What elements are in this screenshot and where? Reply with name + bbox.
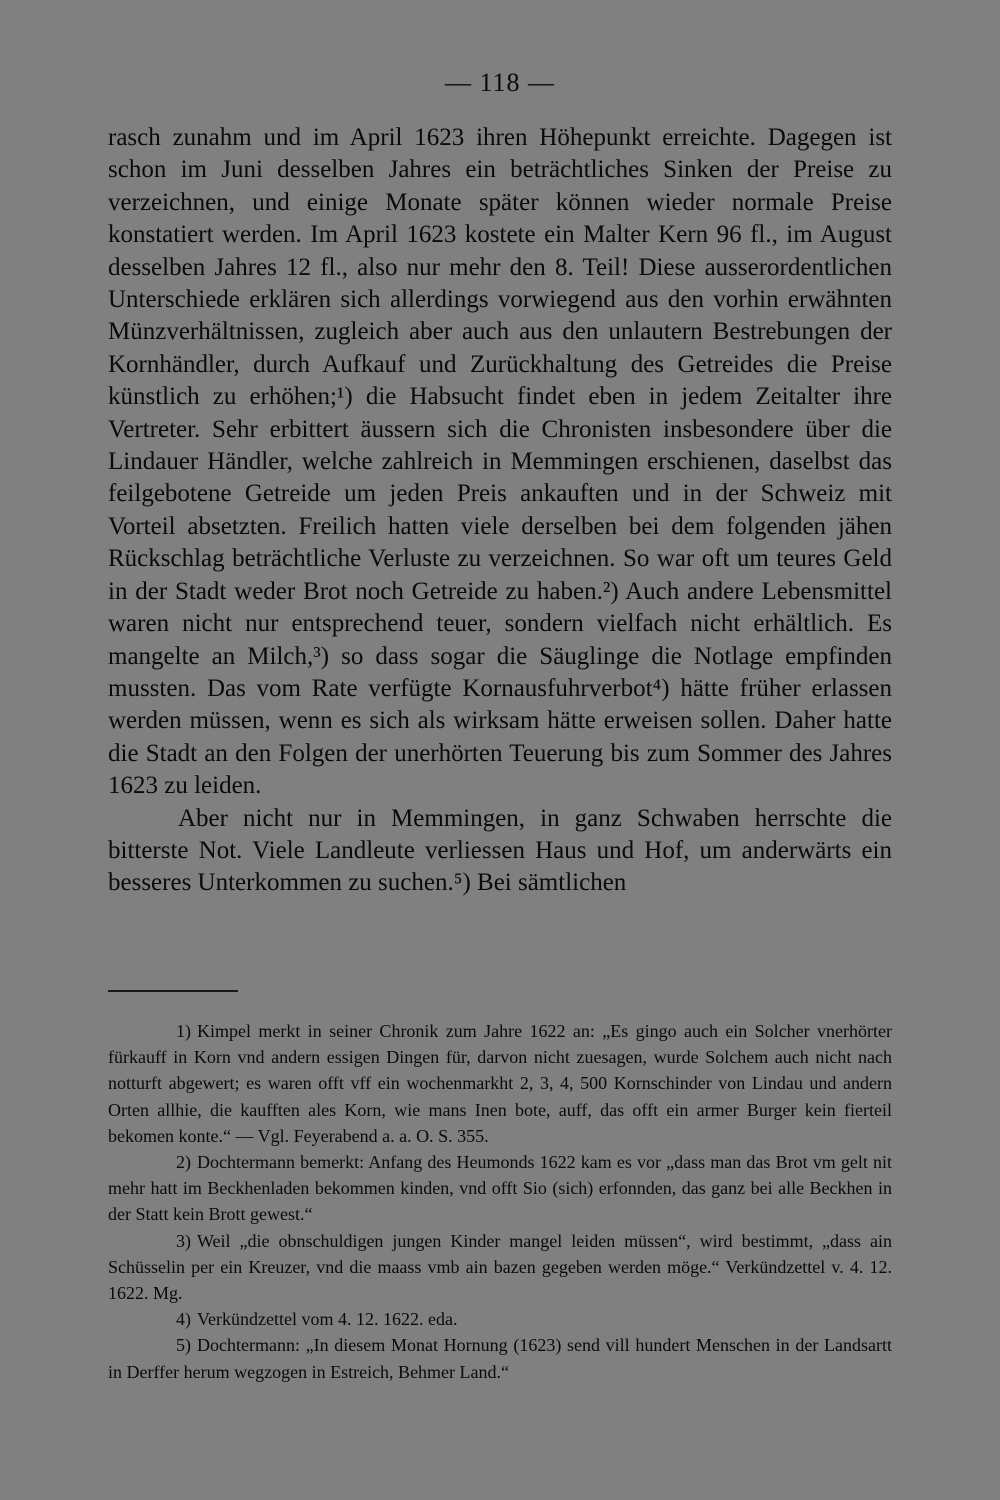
footnote: [108, 1228, 892, 1307]
footnote-text: Kimpel merkt in seiner Chronik zum Jahre 1622 an: „Es gingo auch ein Solcher vnerhörter fürkauff in Korn vnd andern essigen Dingen für, darvon nicht zuesagen, wurde Solchem auch nicht nach notturft abgewert; es waren offt vff ein wochenmarkht 2, 3, 4, 500 Kornschinder von Lindau und andern Orten allhie, die kaufften ales Korn, wie mans Inen bote, auff, das offt ein armer Burger kein fierteil bekomen konte.“ — Vgl. Feyerabend a. a. O. S. 355.: [108, 1021, 892, 1146]
footnote-number: 1): [176, 1021, 191, 1041]
main-text: [108, 122, 892, 900]
footnote-text: Dochtermann: „In diesem Monat Hornung (1623) send vill hundert Menschen in der Landsartt in Derffer herum wegzogen in Estreich, Behmer Land.“: [108, 1335, 892, 1382]
footnotes: [108, 1018, 892, 1385]
footnote-number: 2): [176, 1152, 191, 1173]
footnote-separator: [108, 990, 238, 992]
footnote-number: 3): [176, 1230, 191, 1251]
footnote: [108, 1332, 892, 1384]
paragraph: rasch zunahm und im April 1623 ihren Höhepunkt erreichte. Dagegen ist schon im Juni desselben Jahres ein beträchtliches Sinken der Preise zu verzeichnen, und einige Monate später können wieder normale Preise konstatiert werden. Im April 1623 kostete ein Malter Kern 96 fl., im August desselben Jahres 12 fl., also nur mehr den 8. Teil! Diese ausserordentlichen Unterschiede erklären sich allerdings vorwiegend aus den vorhin erwähnten Münzverhältnissen, zugleich aber auch aus den unlautern Bestrebungen der Kornhändler, durch Aufkauf und Zurückhaltung des Getreides die Preise künstlich zu erhöhen;¹) die Habsucht findet eben in jedem Zeitalter ihre Vertreter. Sehr erbittert äussern sich die Chronisten insbesondere über die Lindauer Händler, welche zahlreich in Memmingen erschienen, daselbst das feilgebotene Getreide um jeden Preis ankauften und in der Schweiz mit Vorteil absetzten. Freilich hatten viele derselben bei dem folgenden jähen Rückschlag beträchtliche Verluste zu verzeichnen. So war oft um teures Geld in der Stadt weder Brot noch Getreide zu haben.²) Auch andere Lebensmittel waren nicht nur entsprechend teuer, sondern vielfach nicht erhältlich. Es mangelte an Milch,³) so dass sogar die Säuglinge die Notlage empfinden mussten. Das vom Rate verfügte Kornausfuhrverbot⁴) hätte früher erlassen werden müssen, wenn es sich als wirksam hätte erweisen sollen. Daher hatte die Stadt an den Folgen der unerhörten Teuerung bis zum Sommer des Jahres 1623 zu leiden.: [108, 124, 892, 800]
footnote: [108, 1149, 892, 1228]
footnote-number: 4): [176, 1309, 191, 1330]
footnote-number: 5): [176, 1335, 191, 1356]
footnote: [108, 1018, 892, 1149]
page-number: — 118 —: [444, 68, 556, 97]
footnote-text: Dochtermann bemerkt: Anfang des Heumonds 1622 kam es vor „dass man das Brot vm gelt nit mehr hatt im Beckhenladen bekommen kinden, vnd offt Sio (sich) erfonnden, das ganz bei alle Beckhen in der Statt kein Brott gewest.“: [108, 1152, 892, 1225]
paragraph: Aber nicht nur in Memmingen, in ganz Schwaben herrschte die bitterste Not. Viele Landleute verliessen Haus und Hof, um anderwärts ein besseres Unterkommen zu suchen.⁵) Bei sämtlichen: [108, 804, 892, 897]
footnote: [108, 1306, 892, 1332]
footnote-text: Verkündzettel vom 4. 12. 1622. eda.: [197, 1309, 458, 1330]
footnote-text: Weil „die obnschuldigen jungen Kinder mangel leiden müssen“, wird bestimmt, „dass ain Schüsselin per ein Kreuzer, vnd die maass vmb ain bazen gegeben werden möge.“ Verkündzettel v. 4. 12. 1622. Mg.: [108, 1230, 892, 1304]
